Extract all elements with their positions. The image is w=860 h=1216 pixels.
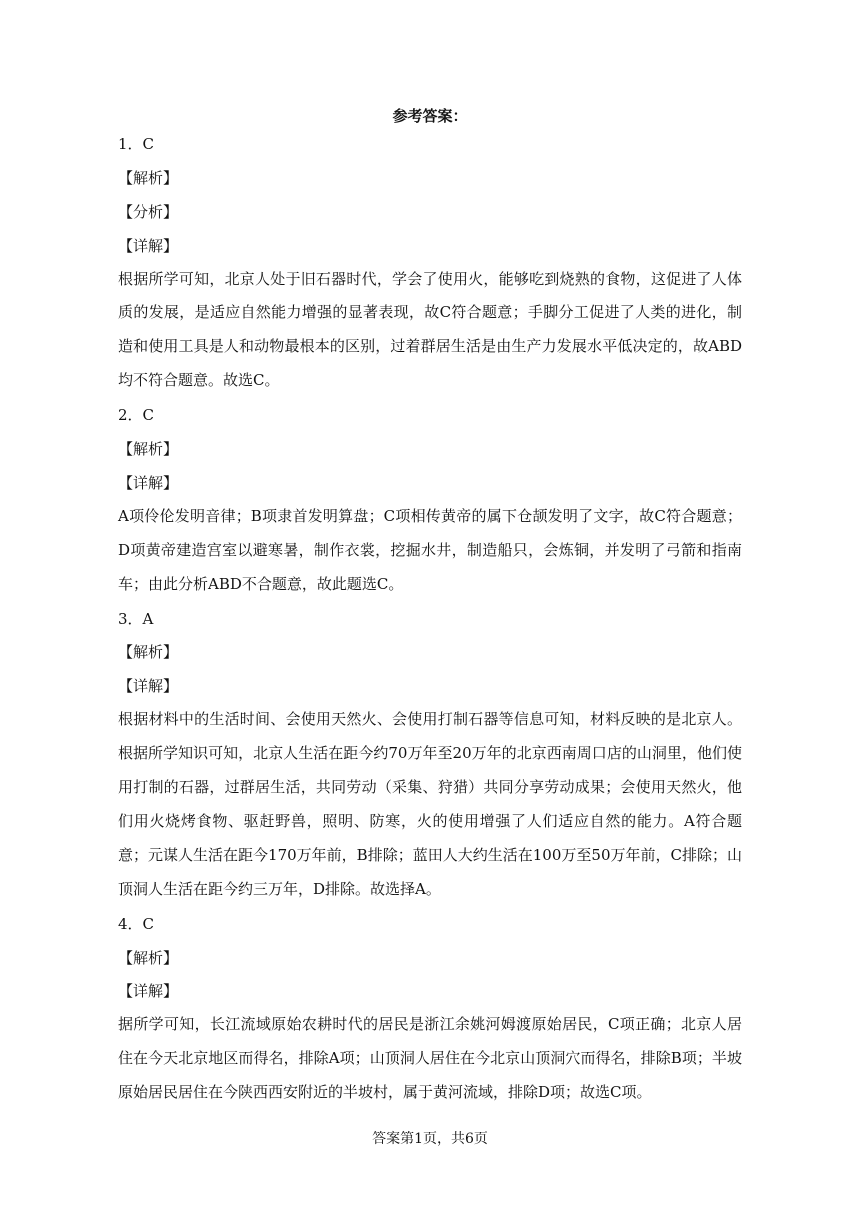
detail-text: 根据所学可知，北京人处于旧石器时代，学会了使用火，能够吃到烧熟的食物，这促进了人体质的发展，是适应自然能力增强的显著表现，故C符合题意；手脚分工促进了人类的进化，制造和使用工具是人和动物最根本的区别，过着群居生活是由生产力发展水平低决定的，故ABD均不符合题意。故选C。 [118,269,742,390]
detail-text: 根据材料中的生活时间、会使用天然火、会使用打制石器等信息可知，材料反映的是北京人。根据所学知识可知，北京人生活在距今约70万年至20万年的北京西南周口店的山洞里，他们使用打制的石器，过群居生活，共同劳动（采集、狩猎）共同分享劳动成果；会使用天然火，他们用火烧烤食物、驱赶野兽，照明、防寒，火的使用增强了人们适应自然的能力。A符合题意；元谋人生活在距今170万年前，B排除；蓝田人大约生活在100万至50万年前，C排除；山顶洞人生活在距今约三万年，D排除。故选择A。 [118,710,742,898]
detail-label: 【详解】 [118,236,179,255]
answer-number: 2．C [118,406,155,425]
detail-text: A项伶伦发明音律；B项隶首发明算盘；C项相传黄帝的属下仓颉发明了文字，故C符合题意；D项黄帝建造宫室以避寒暑，制作衣裳，挖掘水井，制造船只，会炼铜，并发明了弓箭和指南车；由此分析ABD不合题意，故此题选C。 [118,506,742,593]
page-footer: 答案第1页，共6页 [372,1131,488,1147]
detail-text: 据所学可知，长江流域原始农耕时代的居民是浙江余姚河姆渡原始居民，C项正确；北京人居住在今天北京地区而得名，排除A项；山顶洞人居住在今北京山顶洞穴而得名，排除B项；半坡原始居民居住在今陕西西安附近的半坡村，属于黄河流域，排除D项；故选C项。 [118,1015,742,1102]
analysis-label: 【解析】 [118,440,179,459]
fenxi-label: 【分析】 [118,202,179,221]
detail-label: 【详解】 [118,677,179,696]
detail-label: 【详解】 [118,473,179,492]
answer-list [118,134,742,1110]
analysis-label: 【解析】 [118,168,179,187]
detail-label: 【详解】 [118,982,179,1001]
answer-number: 4．C [118,914,155,933]
answer-number: 3．A [118,609,154,628]
analysis-label: 【解析】 [118,948,179,967]
page-title: 参考答案： [392,107,468,125]
answer-number: 1．C [118,135,155,153]
analysis-label: 【解析】 [118,643,179,662]
